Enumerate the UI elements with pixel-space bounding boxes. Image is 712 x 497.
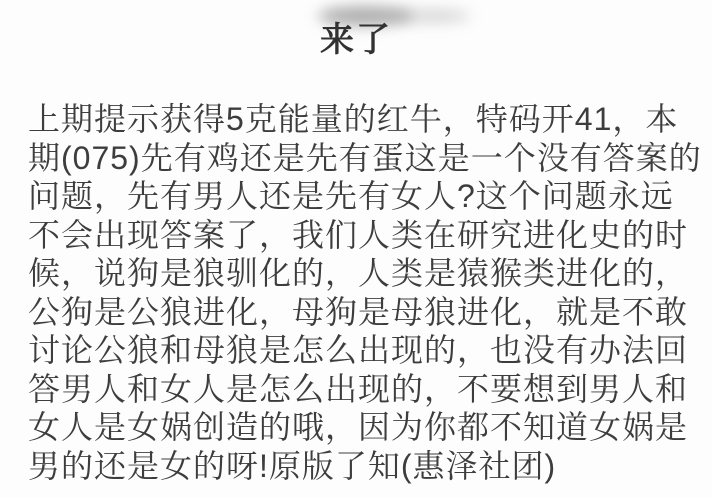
page-title: 来了 [320,21,392,59]
paragraph-line: 男的还是女的呀!原版了知(惠泽社团) [28,447,557,484]
blur-smudge [395,9,470,23]
paragraph-line: 答男人和女人是怎么出现的，不要想到男人和 [28,370,689,407]
paragraph-line: 不会出现答案了，我们人类在研究进化史的时 [28,216,689,253]
paragraph-line: 候，说狗是狼驯化的，人类是猿猴类进化的， [28,255,689,291]
paragraph-line: 上期提示获得5克能量的红牛，特码开41，本 [28,101,679,137]
paragraph-line: 公狗是公狼进化，母狗是母狼进化，就是不敢 [28,293,689,330]
paragraph-line: 讨论公狼和母狼是怎么出现的，也没有办法回 [28,332,689,368]
paragraph-line: 问题，先有男人还是先有女人?这个问题永远 [28,178,674,214]
paragraph-line: 女人是女娲创造的哦，因为你都不知道女娲是 [28,409,689,445]
paragraph-line: 期(075)先有鸡还是先有蛋这是一个没有答案的 [28,139,702,176]
article-body [28,100,702,485]
